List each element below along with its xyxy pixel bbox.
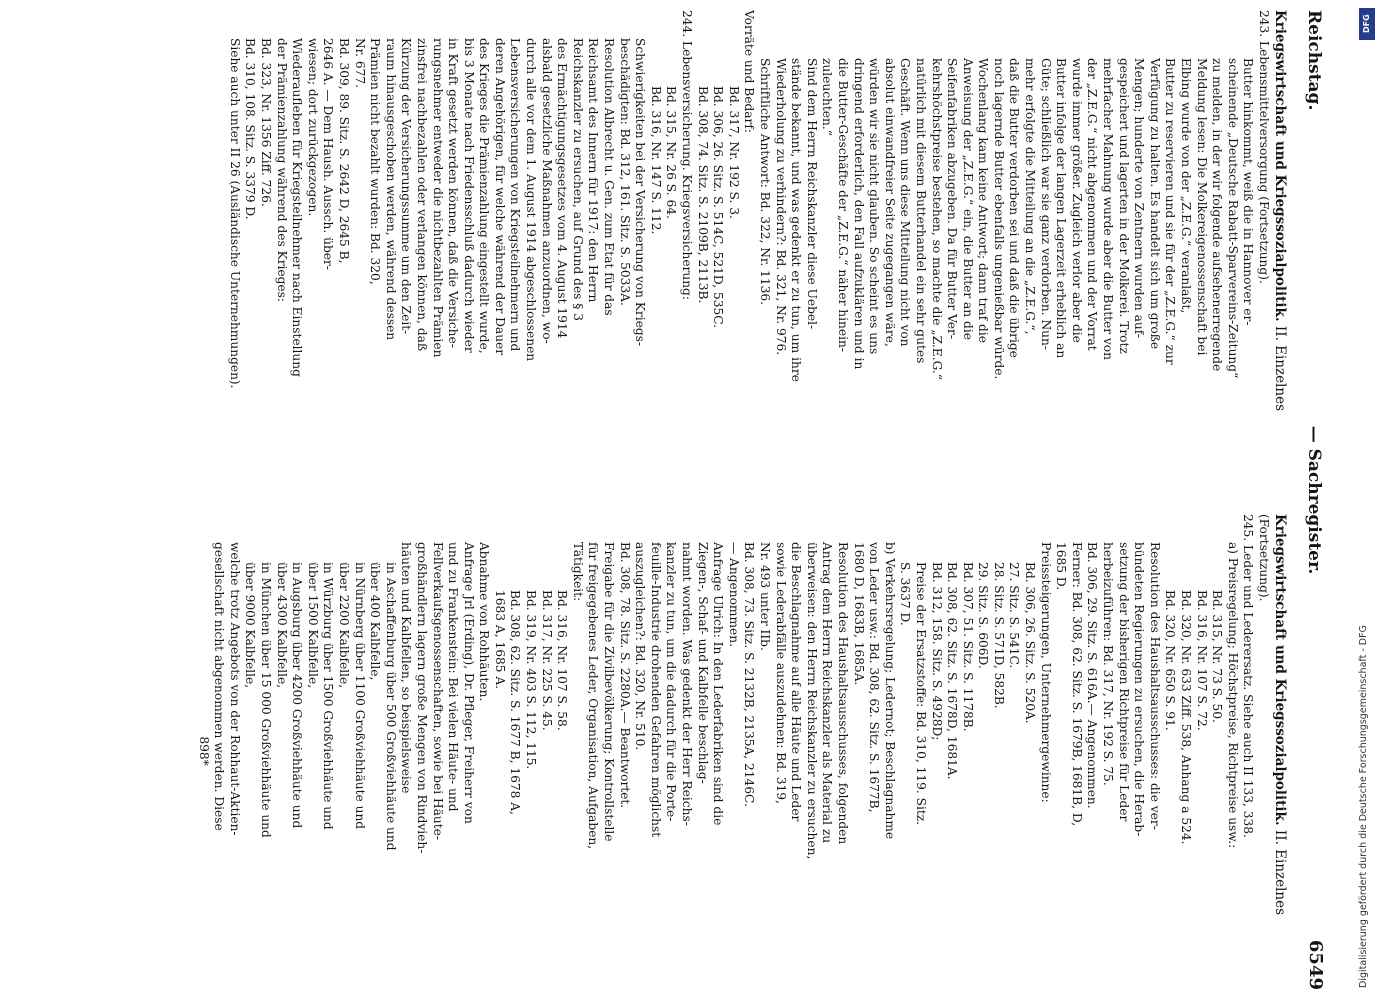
reference-line: Bd. 306, 26. Sitz. S. 520A. [1023, 562, 1038, 724]
text-line: Prämien nicht bezahlt wurden: Bd. 320, [368, 38, 383, 285]
text-line: Ferner: Bd. 308, 62. Sitz. S. 1679B, 1681B, D, [1069, 542, 1084, 827]
freigabe-refs [491, 514, 569, 988]
text-line: durch alle vor dem 1. August 1914 abgeschlossenen [524, 38, 539, 362]
text-line: natürlich mit diesem Butterhandel ein sehr gutes [913, 58, 928, 364]
reference-line: Bd. 317, Nr. 225 S. 45. [539, 590, 554, 731]
text-line: daß die Butter verdorben sei und daß die übrige [1007, 58, 1022, 358]
text-line: Wiederaufleben für Kriegsteilnehmer nach Einstellung [290, 38, 305, 377]
left-subtitle: 243. Lebensmittelversorgung (Fortsetzung). [1257, 10, 1271, 284]
text-line: — Angenommen. [726, 542, 741, 647]
text-line: Sind dem Herrn Reichskanzler diese Uebel- [804, 58, 819, 330]
reference-line: Bd. 308, 62. Sitz. S. 1678D, 1681A. [945, 562, 960, 780]
text-line: setzung der bisherigen Richtpreise für Leder [1116, 542, 1131, 822]
text-line: stände bekannt, und was gedenkt er zu tun, um ihre [789, 58, 804, 382]
text-line: absolut einwandfreier Seite zugegangen wäre, [882, 58, 897, 347]
text-line: großhändlern lagern große Mengen von Rindvieh- [414, 542, 429, 854]
vorraete-title: Vorräte und Bedarf: [742, 10, 757, 133]
section-244-refs [647, 10, 678, 484]
text-line: wurde immer größer. Zugleich verlor aber die [1069, 58, 1084, 343]
text-line: Geschäft. Wenn uns diese Mitteilung nicht von [898, 58, 913, 347]
text-line: alsbald gesetzliche Maßnahmen anzuordnen, wo- [539, 38, 554, 344]
text-line: des Krieges die Prämienzahlung eingestellt wurde, [477, 38, 492, 354]
text-line: Butter hinkommt, weiß die in Hannover er- [1241, 58, 1256, 326]
rotated-page [30, 10, 1330, 990]
digitization-credit: Digitalisierung gefördert durch die Deutsche Forschungsgemeinschaft - DFG [1358, 625, 1369, 988]
text-line: Resolution des Haushaltsausschusses: die ver- [1147, 542, 1162, 830]
text-line: Bd. 306, 29. Sitz. S. 616A.— Angenommen. [1085, 542, 1100, 809]
reference-line: Bd. 306, 26. Sitz. S. 514C, 521D, 535C. [711, 86, 726, 329]
text-line: kanzler zu tun, um die dadurch für die Porte- [664, 542, 679, 822]
reference-line: Bd. 307, 51. Sitz. S. 1178B. [960, 562, 975, 732]
vorraete-refs [694, 10, 741, 484]
text-line: Anfrage Jrl (Erding), Dr. Pfleger, Freiherr von [461, 542, 476, 824]
text-line: gespeichert und lagerten in der Molkerei. Trotz [1116, 58, 1131, 354]
text-line: rungsnehmer entweder die nichtbezahlten Prämien [430, 38, 445, 358]
left-text-block [819, 10, 1256, 484]
reference-line: Bd. 308, 74. Sitz. S. 2109B, 2113B. [695, 86, 710, 304]
reference-line: Bd. 320, Nr. 650 S. 91. [1163, 590, 1178, 731]
reference-line: Bd. 312, 158. Sitz. S. 4928D; [929, 562, 944, 741]
header-left: Reichstag. [1304, 10, 1324, 111]
text-line: in Aschaffenburg über 500 Großviehhäute und [383, 562, 398, 851]
text-line: wiesen; dort zurückgezogen. [305, 38, 320, 217]
reference-line: Bd. 316, Nr. 147 S. 112. [648, 86, 663, 235]
text-line: Abnahme von Rohhäuten. [477, 542, 492, 702]
text-line: zu melden, in der wir folgende aufsehenerregende [1210, 58, 1225, 372]
left-text-block-2 [756, 10, 818, 484]
text-line: in Würzburg über 1500 Großviehhäute und [321, 562, 336, 830]
text-line: 1685 D. [1054, 542, 1069, 591]
text-line: zinsfrei nachbezahlen oder verlangen können, daß [414, 38, 429, 352]
preis-refs [897, 514, 1037, 988]
closing-block [211, 514, 242, 988]
text-line: über 9000 Kalbfelle, [243, 562, 258, 689]
text-line: Meldung lesen: Die Molkereigenossenschaft bei [1194, 58, 1209, 356]
text-line: über 1500 Kalbfelle, [305, 562, 320, 689]
text-line: Nr. 493 unter IIb. [758, 542, 772, 651]
page-header [1290, 10, 1330, 990]
page-number: 6549 [1305, 939, 1326, 990]
text-line: Antrag dem Herrn Reichskanzler als Material zu [820, 542, 835, 844]
reference-line: Bd. 317, Nr. 192 S. 3. [726, 86, 741, 219]
text-line: Kürzung der Versicherungssumme um den Zeit- [399, 38, 414, 335]
text-line: würden wir sie nicht glauben. So scheint es uns [867, 58, 882, 355]
footer-mark: 898* [196, 736, 211, 766]
text-line: über 400 Kalbfelle, [368, 562, 383, 681]
text-line: gesellschaft nicht abgenommen werden. Diese [212, 542, 227, 831]
text-line: Bd. 308, 73. Sitz. S. 2132B, 2135A, 2146C. [742, 542, 757, 807]
text-line: Seifenfabriken abzugeben. Da für Butter Ver- [945, 58, 960, 339]
text-line: Lebensversicherungen von Kriegsteilnehmern und [508, 38, 523, 352]
text-line: Bd. 308, 78. Sitz. S. 2280A.— Beantwortet. [617, 542, 632, 809]
text-line: des Ermächtigungsgesetzes vom 4. August 1914 [555, 38, 570, 339]
text-line: beschädigten: Bd. 312, 161. Sitz. S. 5033A. [617, 38, 632, 306]
dfg-logo: DFG [1359, 8, 1375, 40]
left-column-title [1271, 10, 1288, 484]
text-line: Bd. 309, 89. Sitz. S. 2642 D, 2645 B, [336, 38, 351, 264]
reference-line: 28. Sitz. S. 571D, 582B. [991, 562, 1006, 709]
section-245-a-refs [1162, 514, 1224, 988]
text-line: in Augsburg über 4200 Großviehhäute und [290, 562, 305, 829]
section-244-text [351, 10, 647, 484]
text-line: Elbing wurde von der „Z.E.G.“ veranlaßt, [1179, 58, 1194, 314]
text-line: bündeten Regierungen zu ersuchen, die Herab- [1132, 542, 1147, 837]
text-line: die Butter-Geschäfte der „Z.E.G.“ näher hinein- [835, 58, 850, 352]
text-line: sowie Lederabfälle auszudehnen: Bd. 319, [773, 542, 788, 804]
text-line: Fellverkaufsgenossenschaften, sowie bei Häute- [430, 542, 445, 840]
text-line: in Nürnberg über 1100 Großviehhäute und [352, 562, 367, 830]
text-line: herbeizuführen: Bd. 317, Nr. 192 S. 75. [1101, 542, 1116, 786]
text-line: Resolution des Haushaltsausschusses, folgenden [835, 542, 850, 845]
right-column-title [1271, 514, 1288, 988]
reference-line: S. 3637 D. [898, 562, 913, 626]
text-line: in München über 15 000 Großviehhäute und [259, 562, 273, 838]
text-line: die Beschlagnahme auf alle Häute und Leder [789, 542, 804, 822]
reference-line: Bd. 316, Nr. 107 S. 58. [555, 590, 570, 731]
text-line: Bd. 310, 108. Sitz. S. 3379 D. [243, 38, 258, 220]
resolution-1 [1053, 514, 1162, 988]
text-line: Anfrage Ulrich: In den Lederfabriken sind die [711, 542, 726, 826]
text-line: auszugleichen?: Bd. 320, Nr. 510. [633, 542, 648, 751]
text-line: welche trotz Angebots von der Rohhaut-Aktien- [227, 542, 242, 836]
text-line: für freigegebenes Leder, Organisation, Aufgaben, [586, 542, 601, 850]
text-line: raum hinausgeschoben werden, während dessen [383, 38, 398, 341]
text-line: nahmt worden. Was gedenkt der Herr Reichs- [680, 542, 695, 826]
text-line: Butter infolge der langen Lagerzeit erheblich an [1054, 58, 1069, 359]
anfrage-block [569, 514, 725, 988]
reference-line: Bd. 320, Nr. 633 Ziff. 538, Anhang a 524. [1179, 590, 1194, 845]
text-line: zuleuchten.“ [820, 58, 835, 136]
text-line: von Leder usw.: Bd. 308, 62. Sitz. S. 1677B, [867, 542, 882, 813]
reference-line: Bd. 319, Nr. 403 S. 112, 115. [524, 590, 539, 770]
text-line: 1680 D, 1683B, 1685A. [851, 542, 866, 686]
text-line: b) Verkehrsregelung; Ledernot; Beschlagnahme [882, 542, 897, 840]
section-244-more [226, 10, 351, 484]
places-list [242, 514, 398, 988]
text-line: und zu Frankenstein: Bei vielen Häute- und [446, 542, 461, 812]
right-subtitle: (Fortsetzung). [1257, 514, 1271, 602]
text-line: noch lagernde Butter ebenfalls ungenießbar würde. [991, 58, 1006, 380]
text-line: Wiederholung zu verhindern?: Bd. 321, Nr. 976. [773, 58, 788, 356]
text-line: Schriftliche Antwort: Bd. 322, Nr. 1136. [758, 58, 772, 306]
preis-title: Preissteigerungen, Unternehmergewinne: [1038, 542, 1053, 803]
text-line: mehr erfolgte die Mitteilung an die „Z.E.G.“, [1023, 58, 1038, 335]
text-line: scheinende „Deutsche Rabatt-Sparvereins-Zeitung“ [1225, 58, 1240, 379]
left-column [48, 10, 1288, 484]
section-245-a: a) Preisregelung; Höchstpreise, Richtpreise usw.: [1225, 542, 1240, 849]
text-line: Mengen; hunderte von Zentnern wurden auf- [1132, 58, 1147, 338]
text-line: Freigabe für die Zivilbevölkerung; Kontrollstelle [602, 542, 617, 842]
section-245-b [725, 514, 897, 988]
text-line: Butter zu reservieren und sie für der „Z.E.G.“ zur [1163, 58, 1178, 365]
text-line: über 2200 Kalbfelle, [336, 562, 351, 689]
left-title-rest: II. Einzelnes [1272, 321, 1288, 412]
left-title-bold: Kriegswirtschaft und Kriegssozialpolitik. [1272, 10, 1288, 322]
reference-line: Bd. 308, 62. Sitz. S. 1677 B, 1678 A, [508, 590, 523, 815]
right-title-rest: II. Einzelnes [1272, 825, 1288, 916]
abnahme-block [398, 514, 492, 988]
text-line: häuten und Kalbfellen, so beispielsweise [399, 542, 414, 794]
right-title-bold: Kriegswirtschaft und Kriegssozialpolitik. [1272, 514, 1288, 826]
text-line: dringend erforderlich, den Fall aufzuklären und in [851, 58, 866, 370]
text-line: überweisen: den Herrn Reichskanzler zu ersuchen, [804, 542, 819, 860]
digitization-sidebar [1358, 8, 1378, 988]
reference-line: Preise der Ersatzstoffe: Bd. 310, 119. Sitz. [913, 562, 928, 826]
text-line: über 4300 Kalbfelle, [274, 562, 289, 689]
text-line: Nr. 677. [352, 38, 367, 89]
right-column [48, 514, 1288, 988]
text-line: deren Angehörigen, für welche während der Dauer [492, 38, 507, 356]
text-line: Tätigkeit: [570, 542, 585, 602]
text-line: feuille-Industrie drohenden Gefahren möglichst [648, 542, 663, 838]
text-line: Resolution Albrecht u. Gen. zum Etat für das [602, 38, 617, 316]
reference-line: Bd. 315, Nr. 73 S. 50. [1210, 590, 1225, 723]
header-center: — Sachregister. [1304, 425, 1324, 575]
text-line: mehrfacher Mahnung wurde aber die Butter von [1101, 58, 1116, 360]
reference-line: 29. Sitz. S. 606D. [976, 562, 991, 669]
text-line: in Kraft gesetzt werden können, daß die Versiche- [446, 38, 461, 348]
reference-line: 1683 A, 1685 A. [492, 590, 507, 690]
text-line: Ziegen-, Schaf- und Kalbfelle beschlag- [695, 542, 710, 784]
text-line: Schwierigkeiten bei der Versicherung von Kriegs- [633, 38, 648, 347]
text-line: 2646 A. — Dem Haush. Aussch. über- [321, 38, 336, 270]
reference-line: 27. Sitz. S. 541C. [1007, 562, 1022, 669]
text-line: der Prämienzahlung während des Krieges: [274, 38, 289, 303]
text-line: kehrshöchstpreise bestehen, so machte die „Z.E.G.“ [929, 58, 944, 381]
reference-line: Bd. 315, Nr. 26 S. 64. [664, 86, 679, 219]
text-line: Anweisung der „Z.E.G.“ ein, die Butter an die [960, 58, 975, 340]
text-line: Verfügung zu halten. Es handelt sich um große [1147, 58, 1162, 350]
section-245-title: 245. Leder und Lederersatz. Siehe auch II 133, 338. [1241, 514, 1256, 838]
text-line: Reichsamt des Innern für 1917: den Herrn [586, 38, 601, 303]
text-line: Reichskanzler zu ersuchen, auf Grund des § 3 [570, 38, 585, 322]
text-line: Güte; schließlich war sie ganz verdorben. Nun- [1038, 58, 1053, 350]
text-line: Wochenlang kam keine Antwort; dann traf die [976, 58, 991, 343]
text-line: Bd. 323, Nr. 1356 Ziff. 726. [259, 38, 273, 207]
text-line: bis 3 Monate nach Friedensschluß dadurch wieder [461, 38, 476, 353]
section-244-title: 244. Lebensversicherung. Kriegsversicherung: [680, 10, 695, 300]
text-line: Siehe auch unter II 26 (Ausländische Unternehmungen). [227, 38, 242, 389]
text-line: der „Z.E.G.“ nicht abgenommen und der Vorrat [1085, 58, 1100, 351]
reference-line: Bd. 316, Nr. 107 S. 72. [1194, 590, 1209, 731]
